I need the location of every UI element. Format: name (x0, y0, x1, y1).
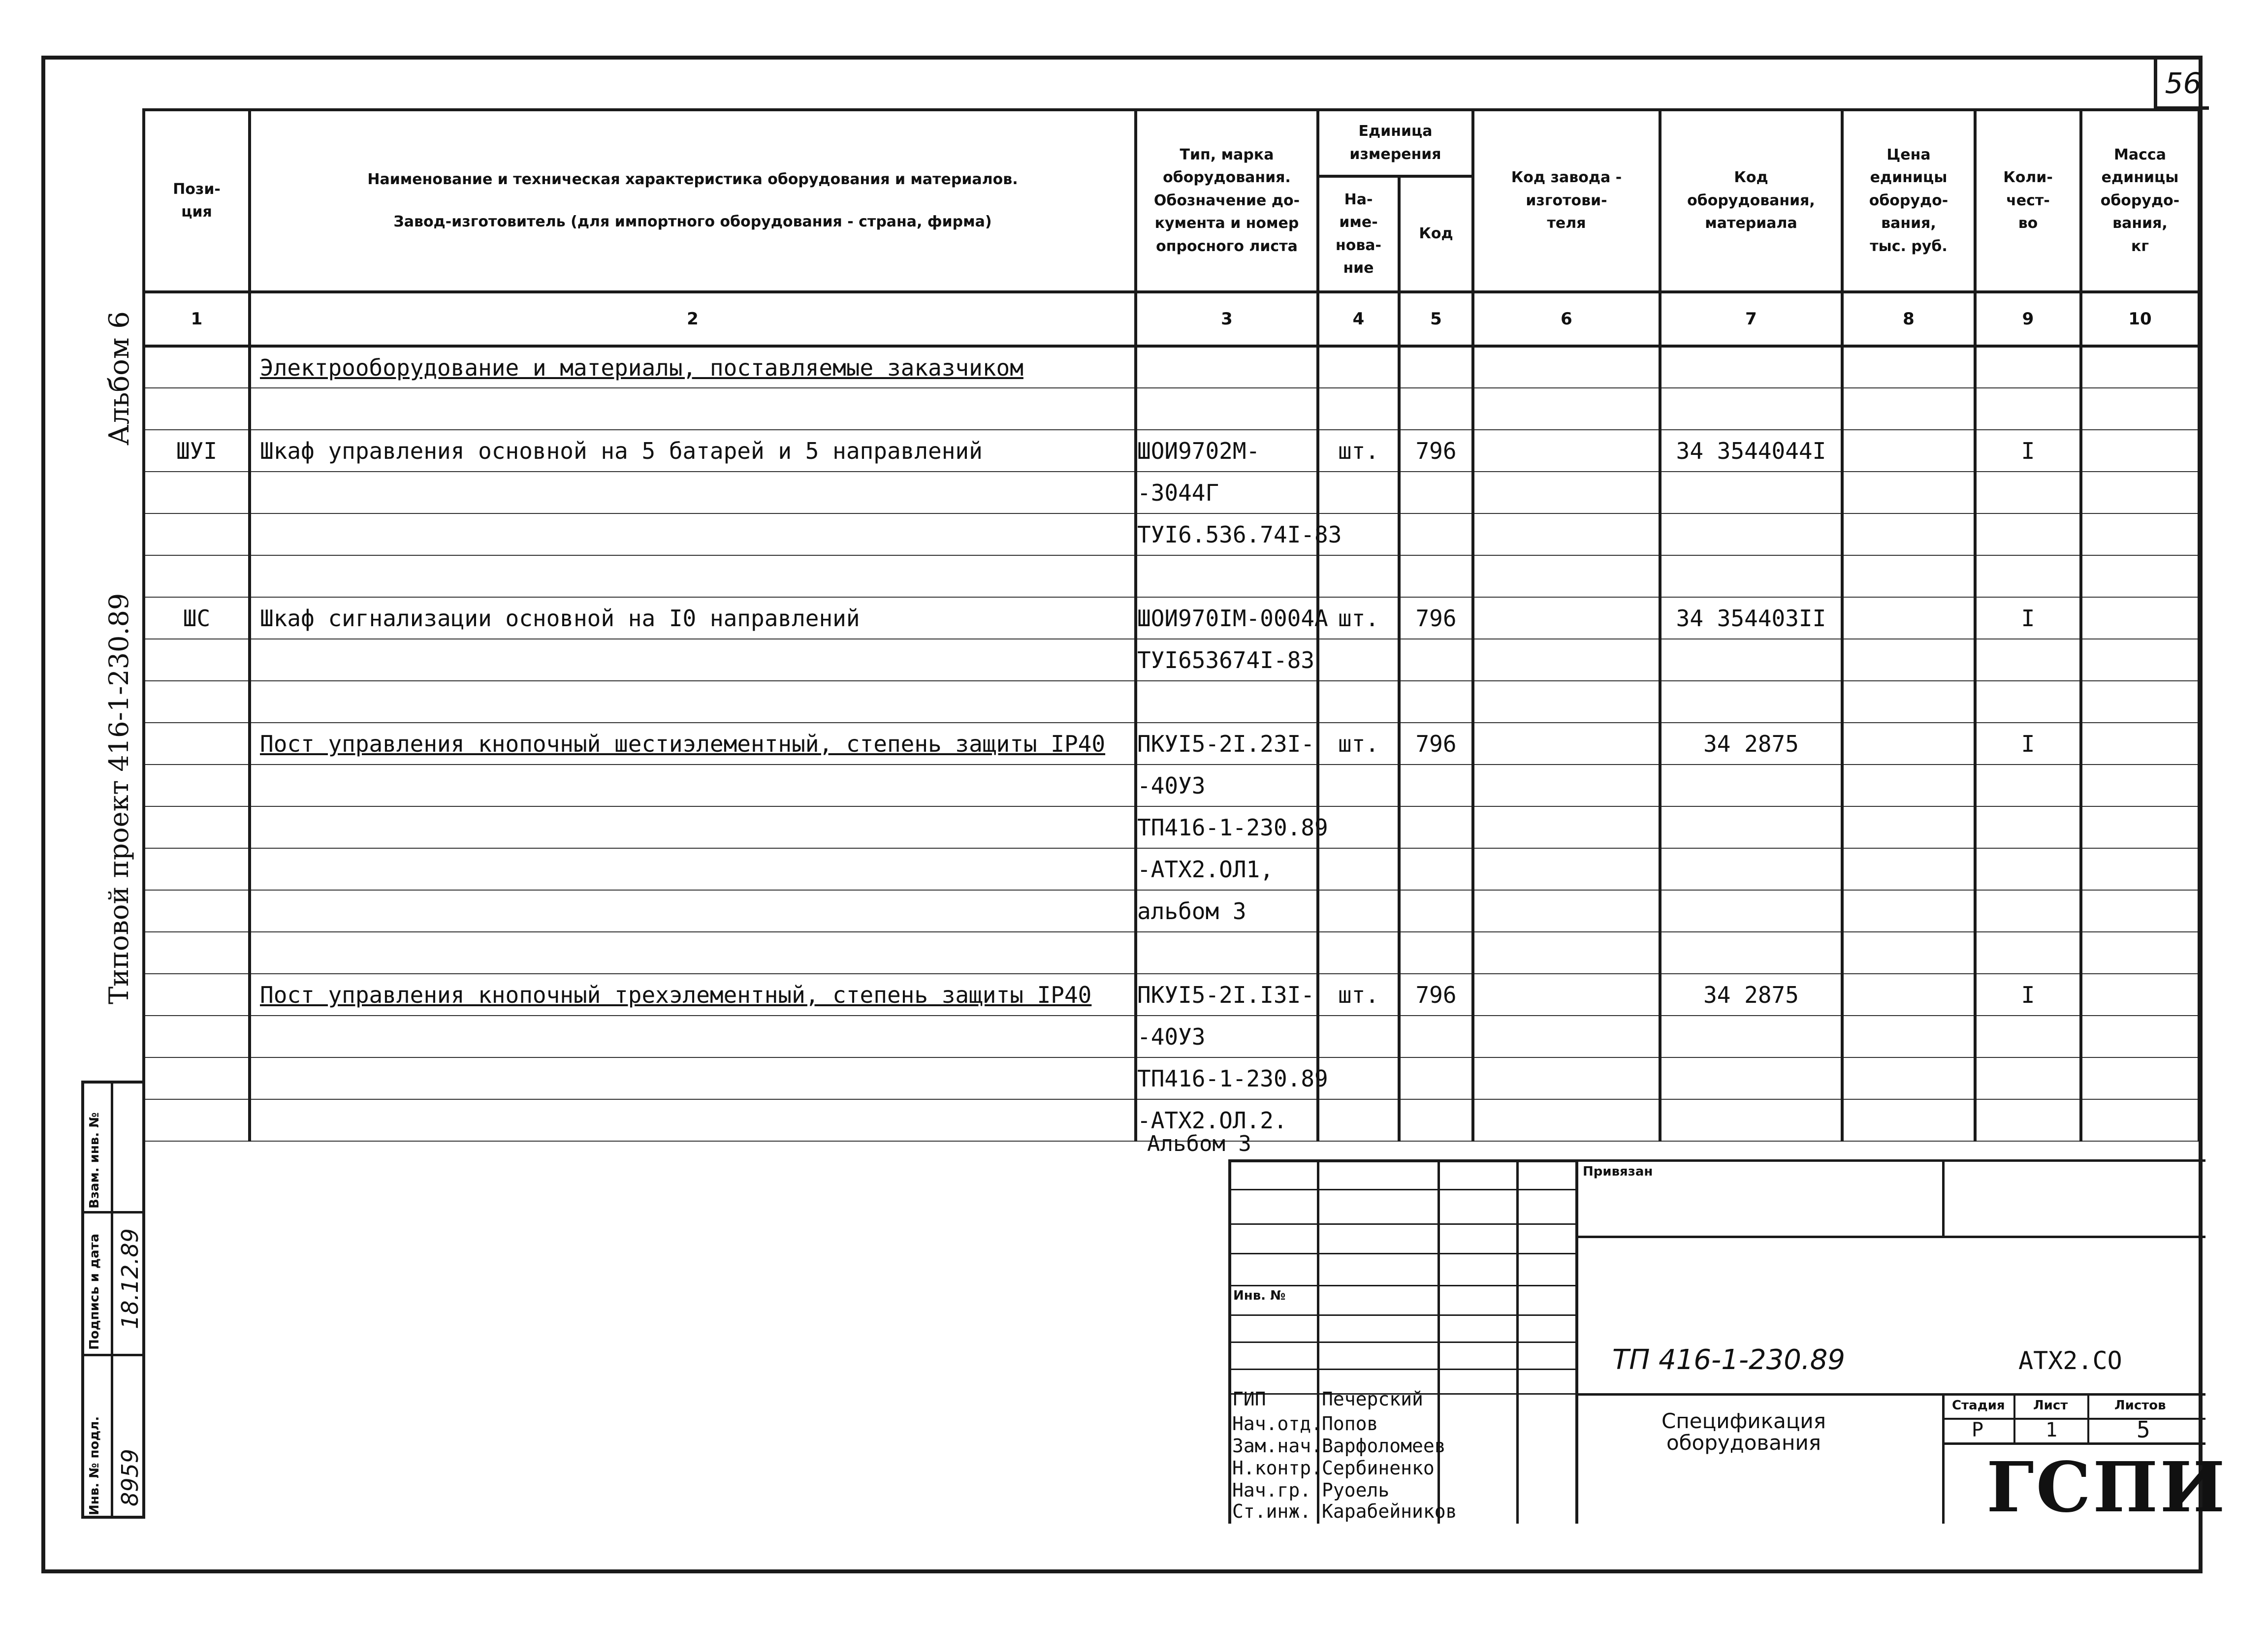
cell-type: ТП416-1-230.89 (1136, 1057, 1318, 1099)
cell-empty (1473, 890, 1660, 932)
header-equip-code: Код оборудования, материала (1660, 110, 1842, 292)
column-numbers-row (144, 292, 2199, 346)
cell-qty (1975, 765, 2081, 806)
cell-empty (1473, 848, 1660, 890)
cell-equip (1660, 848, 1842, 890)
cell-name (250, 806, 1136, 848)
cell-equip (1660, 932, 1842, 974)
cell-ucode: 796 (1399, 430, 1473, 472)
cell-empty (1842, 639, 1975, 681)
cell-empty (1842, 513, 1975, 555)
cell-empty (1473, 1016, 1660, 1057)
sheet-label: Лист (2033, 1398, 2068, 1413)
cell-pos (144, 388, 250, 430)
cell-qty: I (1975, 430, 2081, 472)
cell-qty (1975, 848, 2081, 890)
cell-qty (1975, 346, 2081, 388)
signature-role: Нач.отд. (1232, 1413, 1323, 1435)
signature-name: Попов (1322, 1413, 1378, 1435)
table-row (144, 974, 2199, 1016)
table-row (144, 597, 2199, 639)
cell-qty (1975, 472, 2081, 513)
cell-name: Электрооборудование и материалы, поставляемые заказчиком (250, 346, 1136, 388)
signature-role: Нач.гр. (1232, 1479, 1311, 1501)
cell-empty (1842, 472, 1975, 513)
cell-empty (2081, 932, 2199, 974)
cell-equip (1660, 890, 1842, 932)
cell-empty (2081, 430, 2199, 472)
cell-name (250, 388, 1136, 430)
cell-type: -3044Г (1136, 472, 1318, 513)
table-row (144, 723, 2199, 765)
cell-type: ТУI653674I-83 (1136, 639, 1318, 681)
cell-equip: 34 3544044I (1660, 430, 1842, 472)
cell-empty (1473, 639, 1660, 681)
cell-name (250, 1016, 1136, 1057)
signature-name: Карабейников (1322, 1500, 1457, 1522)
cell-qty (1975, 681, 2081, 723)
cell-equip: 34 2875 (1660, 974, 1842, 1016)
cell-pos (144, 472, 250, 513)
colnum: 10 (2081, 292, 2199, 346)
sheets-value: 5 (2137, 1416, 2150, 1443)
cell-equip (1660, 1099, 1842, 1141)
cell-qty (1975, 890, 2081, 932)
cell-unit (1318, 639, 1399, 681)
signature-role: Н.контр. (1232, 1457, 1323, 1479)
colnum: 8 (1842, 292, 1975, 346)
cell-pos (144, 346, 250, 388)
inv-podl-value: 8959 (117, 1448, 143, 1506)
header-pos: Пози- ция (144, 110, 250, 292)
cell-ucode (1399, 932, 1473, 974)
cell-unit (1318, 346, 1399, 388)
cell-empty (1842, 388, 1975, 430)
cell-equip (1660, 681, 1842, 723)
cell-type: альбом 3 (1136, 890, 1318, 932)
cell-pos: ШУI (144, 430, 250, 472)
table-row (144, 513, 2199, 555)
cell-unit (1318, 472, 1399, 513)
cell-type: ПКУI5-2I.23I- (1136, 723, 1318, 765)
cell-ucode (1399, 848, 1473, 890)
cell-empty (2081, 890, 2199, 932)
cell-unit (1318, 806, 1399, 848)
cell-empty (1473, 346, 1660, 388)
cell-empty (1842, 681, 1975, 723)
cell-empty (1842, 597, 1975, 639)
cell-unit (1318, 932, 1399, 974)
cell-qty (1975, 932, 2081, 974)
cell-name: Пост управления кнопочный трехэлементный, степень защиты IP40 (250, 974, 1136, 1016)
cell-pos (144, 639, 250, 681)
cell-type (1136, 346, 1318, 388)
cell-unit: шт. (1318, 974, 1399, 1016)
cell-name (250, 848, 1136, 890)
cell-unit: шт. (1318, 723, 1399, 765)
cell-pos (144, 932, 250, 974)
cell-empty (1473, 932, 1660, 974)
colnum: 6 (1473, 292, 1660, 346)
cell-empty (1842, 932, 1975, 974)
cell-ucode (1399, 1016, 1473, 1057)
cell-type: ПКУI5-2I.I3I- (1136, 974, 1318, 1016)
cell-empty (2081, 806, 2199, 848)
cell-qty: I (1975, 597, 2081, 639)
cell-ucode (1399, 472, 1473, 513)
cell-pos (144, 974, 250, 1016)
cell-name (250, 681, 1136, 723)
cell-name (250, 555, 1136, 597)
cell-empty (1473, 597, 1660, 639)
cell-empty (1473, 806, 1660, 848)
cell-qty (1975, 1099, 2081, 1141)
table-row (144, 681, 2199, 723)
cell-ucode: 796 (1399, 597, 1473, 639)
cell-qty (1975, 513, 2081, 555)
cell-equip (1660, 472, 1842, 513)
cell-ucode (1399, 346, 1473, 388)
cell-equip (1660, 388, 1842, 430)
cell-pos (144, 890, 250, 932)
cell-name (250, 765, 1136, 806)
sheet-number: 56 (2154, 60, 2209, 110)
cell-type (1136, 555, 1318, 597)
cell-qty (1975, 555, 2081, 597)
designation: ТП 416-1-230.89 (1612, 1344, 1845, 1376)
colnum: 3 (1136, 292, 1318, 346)
cell-qty (1975, 1016, 2081, 1057)
sheet-value: 1 (2045, 1419, 2058, 1441)
cell-unit (1318, 681, 1399, 723)
cell-ucode (1399, 765, 1473, 806)
cell-ucode: 796 (1399, 974, 1473, 1016)
cell-empty (2081, 1057, 2199, 1099)
table-row (144, 1057, 2199, 1099)
cell-empty (1842, 430, 1975, 472)
cell-pos (144, 681, 250, 723)
colnum: 7 (1660, 292, 1842, 346)
cell-pos (144, 765, 250, 806)
cell-ucode (1399, 681, 1473, 723)
inv-no-label: Инв. № (1233, 1288, 1286, 1303)
specification-table (142, 108, 2201, 1142)
cell-empty (1842, 555, 1975, 597)
cell-unit (1318, 1016, 1399, 1057)
cell-equip (1660, 346, 1842, 388)
cell-type: ТУI6.536.74I-83 (1136, 513, 1318, 555)
cell-empty (1473, 513, 1660, 555)
cell-name: Шкаф управления основной на 5 батарей и 5 направлений (250, 430, 1136, 472)
cell-qty (1975, 639, 2081, 681)
cell-unit (1318, 1099, 1399, 1141)
cell-type (1136, 681, 1318, 723)
doc-code: АТХ2.СО (2018, 1346, 2122, 1375)
privyazan-label: Привязан (1583, 1164, 1653, 1179)
stage-value: Р (1972, 1419, 1984, 1441)
cell-empty (1842, 1057, 1975, 1099)
table-row (144, 932, 2199, 974)
header-unit: Единица измерения (1318, 110, 1473, 176)
cell-name (250, 513, 1136, 555)
signature-role: Зам.нач. (1232, 1435, 1323, 1457)
header-type: Тип, марка оборудования. Обозначение до- кумента и номер опросного листа (1136, 110, 1318, 292)
header-price: Цена единицы оборудо- вания, тыс. руб. (1842, 110, 1975, 292)
cell-empty (1473, 681, 1660, 723)
cell-equip (1660, 765, 1842, 806)
header-mass: Масса единицы оборудо- вания, кг (2081, 110, 2199, 292)
table-row (144, 806, 2199, 848)
cell-empty (2081, 346, 2199, 388)
cell-empty (2081, 472, 2199, 513)
cell-empty (2081, 681, 2199, 723)
cell-empty (1473, 555, 1660, 597)
cell-empty (2081, 723, 2199, 765)
title-block (1228, 1159, 2227, 1528)
cell-equip: 34 2875 (1660, 723, 1842, 765)
table-row (144, 555, 2199, 597)
cell-type: -40УЗ (1136, 765, 1318, 806)
sheets-label: Листов (2114, 1398, 2166, 1413)
cell-unit (1318, 1057, 1399, 1099)
table-row (144, 639, 2199, 681)
colnum: 2 (250, 292, 1136, 346)
cell-empty (1473, 765, 1660, 806)
cell-empty (1473, 974, 1660, 1016)
cell-ucode (1399, 890, 1473, 932)
cell-empty (1473, 723, 1660, 765)
table-row (144, 765, 2199, 806)
cell-empty (2081, 974, 2199, 1016)
cell-type: -АТХ2.ОЛ.2. (1136, 1099, 1318, 1141)
cell-empty (1842, 765, 1975, 806)
cell-equip (1660, 1057, 1842, 1099)
cell-name: Шкаф сигнализации основной на I0 направлений (250, 597, 1136, 639)
cell-empty (1842, 848, 1975, 890)
header-unit-name: На- име- нова- ние (1318, 176, 1399, 292)
header-maker-code: Код завода - изготови- теля (1473, 110, 1660, 292)
cell-pos (144, 1016, 250, 1057)
cell-empty (1842, 890, 1975, 932)
cell-qty (1975, 806, 2081, 848)
table-row (144, 890, 2199, 932)
cell-unit: шт. (1318, 597, 1399, 639)
after-table-text: Альбом 3 (1147, 1131, 1251, 1156)
cell-empty (2081, 555, 2199, 597)
table-body (144, 346, 2199, 1141)
cell-empty (1473, 430, 1660, 472)
signature-role: ГИП (1232, 1388, 1266, 1410)
cell-empty (1473, 388, 1660, 430)
cell-empty (2081, 597, 2199, 639)
cell-ucode (1399, 1099, 1473, 1141)
cell-unit (1318, 848, 1399, 890)
cell-empty (1842, 1016, 1975, 1057)
cell-qty (1975, 1057, 2081, 1099)
cell-empty (2081, 388, 2199, 430)
cell-qty: I (1975, 723, 2081, 765)
project-label: Типовой проект 416-1-230.89 (103, 593, 134, 1004)
cell-pos (144, 723, 250, 765)
cell-unit (1318, 555, 1399, 597)
cell-type: ШОИ970IМ-0004А (1136, 597, 1318, 639)
cell-pos (144, 1057, 250, 1099)
cell-ucode (1399, 806, 1473, 848)
cell-empty (1842, 806, 1975, 848)
stage-label: Стадия (1952, 1398, 2005, 1413)
cell-ucode (1399, 639, 1473, 681)
cell-ucode (1399, 513, 1473, 555)
cell-equip (1660, 513, 1842, 555)
cell-empty (1473, 1057, 1660, 1099)
cell-type: ШОИ9702М- (1136, 430, 1318, 472)
colnum: 4 (1318, 292, 1399, 346)
cell-empty (2081, 848, 2199, 890)
album-label: Альбом 6 (103, 311, 135, 446)
signature-name: Варфоломеев (1322, 1435, 1446, 1457)
cell-empty (2081, 1016, 2199, 1057)
sign-date-value: 18.12.89 (117, 1228, 143, 1329)
cell-name (250, 1099, 1136, 1141)
cell-ucode: 796 (1399, 723, 1473, 765)
cell-qty: I (1975, 974, 2081, 1016)
cell-empty (1842, 1099, 1975, 1141)
table-row (144, 346, 2199, 388)
cell-type (1136, 388, 1318, 430)
cell-equip (1660, 806, 1842, 848)
stamp-inv-zam: Взам. инв. № (87, 1112, 102, 1209)
colnum: 9 (1975, 292, 2081, 346)
cell-name (250, 890, 1136, 932)
cell-empty (2081, 765, 2199, 806)
cell-unit (1318, 388, 1399, 430)
header-qty: Коли- чест- во (1975, 110, 2081, 292)
cell-empty (1842, 346, 1975, 388)
cell-name (250, 639, 1136, 681)
cell-name (250, 1057, 1136, 1099)
table-row (144, 472, 2199, 513)
header-row (144, 110, 2199, 176)
signature-role: Ст.инж. (1232, 1500, 1311, 1522)
colnum: 5 (1399, 292, 1473, 346)
cell-type: -АТХ2.ОЛ1, (1136, 848, 1318, 890)
signature-name: Печерский (1322, 1388, 1423, 1410)
cell-unit (1318, 765, 1399, 806)
cell-name (250, 472, 1136, 513)
cell-empty (1842, 723, 1975, 765)
cell-ucode (1399, 555, 1473, 597)
cell-empty (2081, 513, 2199, 555)
cell-equip (1660, 1016, 1842, 1057)
cell-empty (2081, 639, 2199, 681)
table-row (144, 430, 2199, 472)
cell-type: ТП416-1-230.89 (1136, 806, 1318, 848)
header-unit-code: Код (1399, 176, 1473, 292)
table-row (144, 388, 2199, 430)
cell-empty (1473, 472, 1660, 513)
cell-pos (144, 513, 250, 555)
organization-name: ГСПИ (1986, 1447, 2227, 1528)
cell-empty (1842, 974, 1975, 1016)
cell-pos (144, 1099, 250, 1141)
cell-empty (1473, 1099, 1660, 1141)
signature-name: Руоель (1322, 1479, 1390, 1501)
cell-empty (2081, 1099, 2199, 1141)
cell-unit (1318, 890, 1399, 932)
cell-name (250, 932, 1136, 974)
cell-equip (1660, 555, 1842, 597)
header-name: Наименование и техническая характеристика оборудования и материалов. Завод-изготовитель (для импортного оборудования - страна, фирма) (250, 110, 1136, 292)
cell-pos (144, 806, 250, 848)
cell-pos (144, 555, 250, 597)
cell-type: -40УЗ (1136, 1016, 1318, 1057)
cell-pos: ШС (144, 597, 250, 639)
signature-name: Сербиненко (1322, 1457, 1435, 1479)
cell-qty (1975, 388, 2081, 430)
doc-title: Спецификация оборудования (1661, 1409, 1826, 1455)
cell-unit: шт. (1318, 430, 1399, 472)
table-row (144, 1016, 2199, 1057)
cell-type (1136, 932, 1318, 974)
cell-ucode (1399, 388, 1473, 430)
cell-ucode (1399, 1057, 1473, 1099)
stamp-sign-date: Подпись и дата (87, 1233, 102, 1350)
table-row (144, 848, 2199, 890)
stamp-inv-podl: Инв. № подл. (87, 1416, 102, 1515)
cell-equip (1660, 639, 1842, 681)
colnum: 1 (144, 292, 250, 346)
cell-pos (144, 848, 250, 890)
cell-name: Пост управления кнопочный шестиэлементный, степень защиты IP40 (250, 723, 1136, 765)
cell-equip: 34 354403II (1660, 597, 1842, 639)
